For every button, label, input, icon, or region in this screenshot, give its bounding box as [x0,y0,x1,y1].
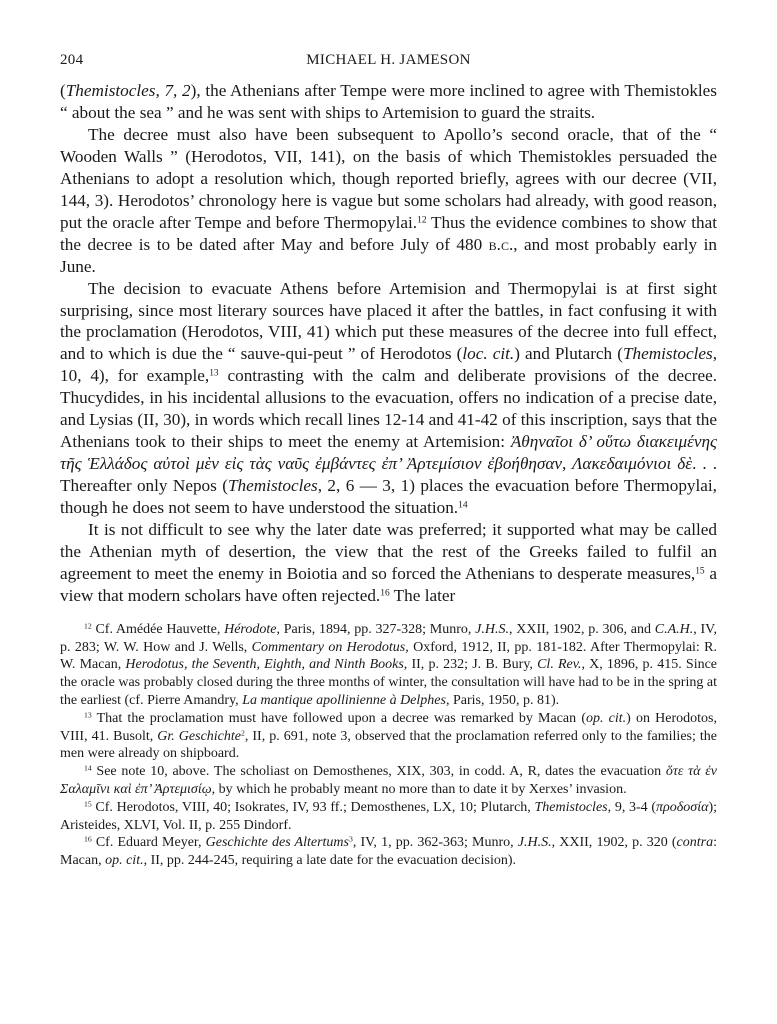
footnotes [60,621,717,870]
footnote-ref-14: 14 [458,500,468,511]
paragraph-4: It is not difficult to see why the later date was preferred; it supported what may be called the Athenian myth of desertion, the view that the rest of the Greeks failed to fulfil an agreement to meet the enemy in Boiotia and so forced the Athenians to desperate measures,$^{15}$ a view that modern scholars have often rejected.$^{16}$ The later [60,520,717,605]
paragraph-2: The decree must also have been subsequent to Apollo’s second oracle, that of the “ Wooden Walls ” (Herodotos, VII, 141), on the basis of which Themistokles persuaded the Athenians to adopt a resolution which, though reported briefly, agrees with our decree (VII, 144, 3). Herodotos’ chronology here is vague but some scholars had already, with good reason, put the oracle after Tempe and before Thermopylai.$^{12}$ Thus the evidence combines to show that the decree is to be dated after May and before July of 480 b.c., and most probably early in June. [60,124,717,276]
footnote-15: $^{15}$ Cf. Herodotos, VIII, 40; Isokrates, IV, 93 ff.; Demosthenes, LX, 10; Plutarch, Themistocles, 9, 3-4 (προδοσία); Aristeides, XLVI, Vol. II, p. 255 Dindorf. [60,799,717,833]
running-head: MICHAEL H. JAMESON [306,52,471,68]
footnote-14: $^{14}$ See note 10, above. The scholiast on Demosthenes, XIX, 303, in codd. A, R, dates the evacuation ὅτε τὰ ἐν Σαλαμῖνι καὶ ἐπ’ Ἀρτεμισίῳ, by which he probably meant no more than to date it by Xerxes’ invasion. [60,763,717,798]
footnote-16: $^{16}$ Cf. Eduard Meyer, Geschichte des Altertums$^3$, IV, 1, pp. 362-363; Munro, J.H.S., XXII, 1902, p. 320 (contra: Macan, op. cit., II, pp. 244-245, requiring a late date for the evacuation decision). [60,834,717,869]
paragraph-3: The decision to evacuate Athens before Artemision and Thermopylai is at first sight surprising, since most literary sources have placed it after the battles, in fact confusing it with the proclamation (Herodotos, VIII, 41) which put these measures of the decree into full effect, and to which is due the “ sauve-qui-peut ” of Herodotos (loc. cit.) and Plutarch (Themistocles, 10, 4), for example,$^{13}$ contrasting with the calm and deliberate provisions of the decree. Thucydides, in his incidental allusions to the evacuation, offers no indication of a precise date, and Lysias (II, 30), in words which recall lines 12-14 and 41-42 of this inscription, says that the Athenians took to their ships to meet the enemy at Artemision: Ἀθηναῖοι δ’ οὕτω διακειμένης τῆς Ἑλλάδος αὐτοὶ μὲν εἰς τὰς ναῦς ἐμβάντες ἐπ’ Ἀρτεμίσιον ἐβοήθησαν, Λακεδαιμόνιοι δὲ. . . Thereafter only Nepos (Themistocles, 2, 6 — 3, 1) places the evacuation before Thermopylai, though he does not seem to have understood the situation.$^{14}$ [60,278,718,518]
page-header [60,52,717,80]
page [60,52,717,870]
footnote-ref-15: 15 [695,566,705,577]
page-number: 204 [60,52,84,68]
paragraph-1: (Themistocles, 7, 2), the Athenians after Tempe were more inclined to agree with Themistokles “ about the sea ” and he was sent with ships to Artemision to guard the straits. [60,81,718,122]
footnote-ref-13: 13 [209,368,219,379]
greek-quotation: Ἀθηναῖοι δ’ οὕτω διακειμένης τῆς Ἑλλάδος αὐτοὶ μὲν εἰς τὰς ναῦς ἐμβάντες ἐπ’ Ἀρτεμίσιον ἐβοήθησαν, Λακεδαιμόνιοι δὲ [60,432,718,474]
main-text [60,80,717,607]
footnote-ref-16: 16 [380,588,390,599]
footnote-12: $^{12}$ Cf. Amédée Hauvette, Hérodote, Paris, 1894, pp. 327-328; Munro, J.H.S., XXII, 1902, p. 306, and C.A.H., IV, p. 283; W. W. How and J. Wells, Commentary on Herodotus, Oxford, 1912, II, pp. 181-182. After Thermopylai: R. W. Macan, Herodotus, the Seventh, Eighth, and Ninth Books, II, p. 232; J. B. Bury, Cl. Rev., X, 1896, p. 415. Since the oracle was probably closed during the three months of winter, the consultation will have had to be in the spring at the earliest (cf. Pierre Amandry, La mantique apollinienne à Delphes, Paris, 1950, p. 81). [60,621,718,709]
footnote-ref-12: 12 [417,215,427,226]
footnote-13: $^{13}$ That the proclamation must have followed upon a decree was remarked by Macan (op. cit.) on Herodotos, VIII, 41. Busolt, Gr. Geschichte$^2$, II, p. 691, note 3, observed that the proclamation referred only to the families; the men were already on shipboard. [60,710,717,762]
